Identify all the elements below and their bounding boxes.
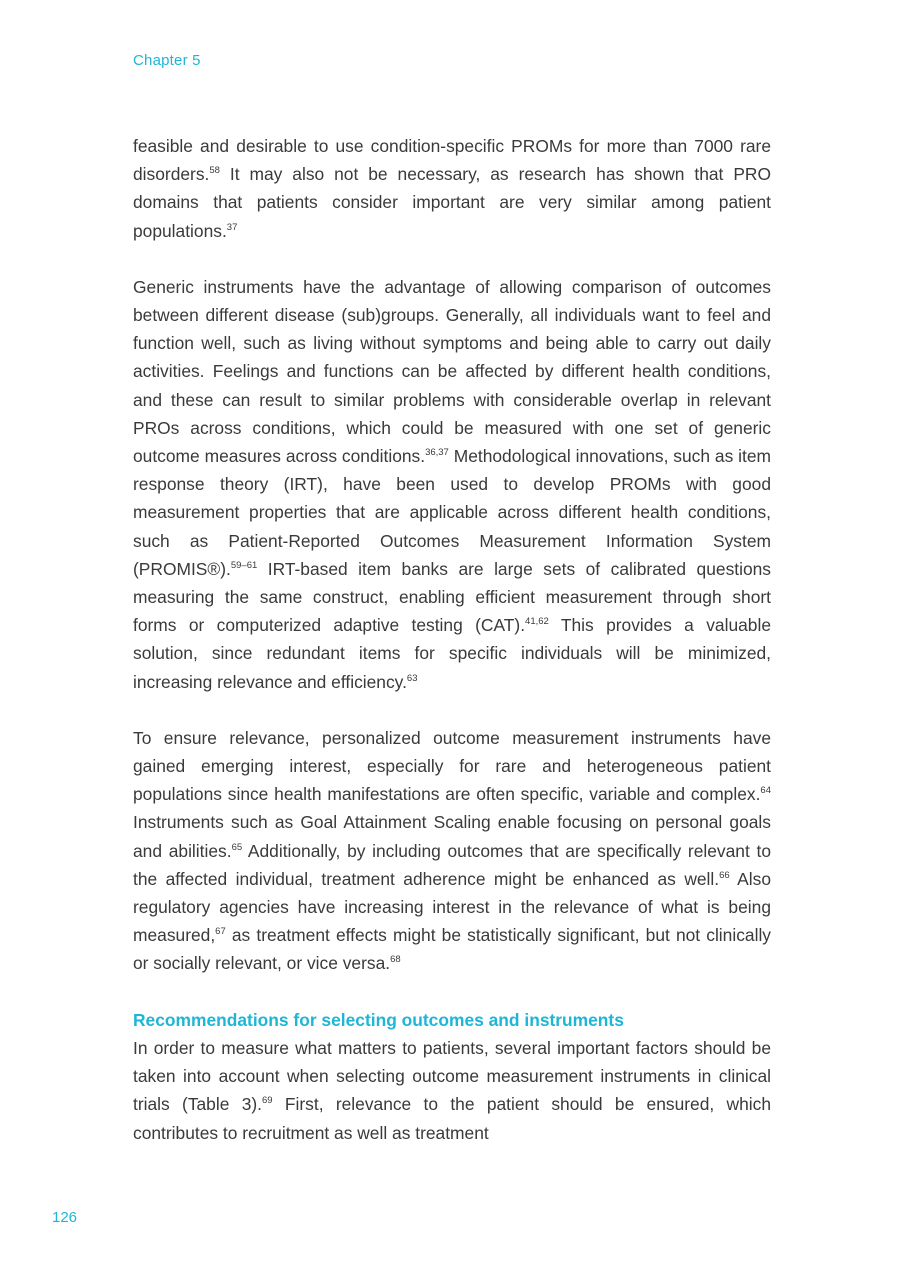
paragraph-1	[133, 132, 771, 245]
citation-65: 65	[231, 841, 243, 853]
paragraph-3-text-1: To ensure relevance, personalized outcome measurement instruments have gained emerging interest, especially for rare and heterogeneous patient populations since health manifestations are often specific, variable and complex.	[133, 727, 771, 805]
citation-41-62: 41,62	[525, 616, 549, 628]
running-header-chapter: Chapter 5	[133, 52, 201, 69]
citation-58: 58	[209, 165, 220, 177]
paragraph-3-text-5: as treatment effects might be statistically significant, but not clinically or socially relevant, or vice versa.	[133, 925, 771, 974]
paragraph-3-text-2: Instruments such as Goal Attainment Scaling enable focusing on personal goals and abilities.	[133, 812, 771, 861]
paragraph-2-text-1: Generic instruments have the advantage of allowing comparison of outcomes between different disease (sub)groups. Generally, all individuals want to feel and function well, such as living without symptoms and being able to carry out daily activities. Feelings and functions can be affected by different health conditions, and these can result to similar problems with considerable overlap in relevant PROs across conditions, which could be measured with one set of generic outcome measures across conditions.	[133, 276, 771, 467]
section-heading: Recommendations for selecting outcomes and instruments	[133, 1009, 624, 1030]
paragraph-4	[133, 1034, 771, 1147]
citation-64: 64	[760, 785, 771, 797]
citation-68: 68	[390, 954, 401, 966]
citation-37: 37	[226, 221, 238, 233]
page-number: 126	[52, 1209, 78, 1226]
paragraph-2-text-3: IRT-based item banks are large sets of calibrated questions measuring the same construct, enabling efficient measurement through short forms or computerized adaptive testing (CAT).	[133, 558, 771, 636]
citation-66: 66	[719, 869, 730, 881]
paragraph-3	[133, 724, 771, 978]
paragraph-2-text-4: This provides a valuable solution, since redundant items for specific individuals will be minimized, increasing relevance and efficiency.	[133, 615, 771, 692]
citation-63: 63	[406, 672, 418, 684]
paragraph-1-text-1: feasible and desirable to use condition-specific PROMs for more than 7000 rare disorders.	[133, 136, 771, 185]
citation-59-61: 59–61	[230, 559, 258, 571]
paragraph-2	[133, 273, 771, 696]
page-body	[133, 132, 771, 1175]
paragraph-3-text-4: Also regulatory agencies have increasing interest in the relevance of what is being measured,	[133, 868, 771, 946]
citation-69: 69	[262, 1095, 273, 1107]
paragraph-4-text-2: First, relevance to the patient should be ensured, which contributes to recruitment as well as treatment	[133, 1094, 771, 1143]
citation-36-37: 36,37	[425, 447, 449, 459]
paragraph-4-text-1: In order to measure what matters to patients, several important factors should be taken into account when selecting outcome measurement instruments in clinical trials (Table 3).	[133, 1037, 771, 1115]
paragraph-1-text-2: It may also not be necessary, as research has shown that PRO domains that patients consider important are very similar among patient populations.	[133, 164, 771, 241]
paragraph-2-text-2: Methodological innovations, such as item response theory (IRT), have been used to develop PROMs with good measurement properties that are applicable across different health conditions, such as Patient-Reported Outcomes Measurement Information System (PROMIS®).	[133, 446, 771, 579]
paragraph-3-text-3: Additionally, by including outcomes that are specifically relevant to the affected individual, treatment adherence might be enhanced as well.	[133, 840, 771, 889]
citation-67: 67	[215, 926, 226, 938]
